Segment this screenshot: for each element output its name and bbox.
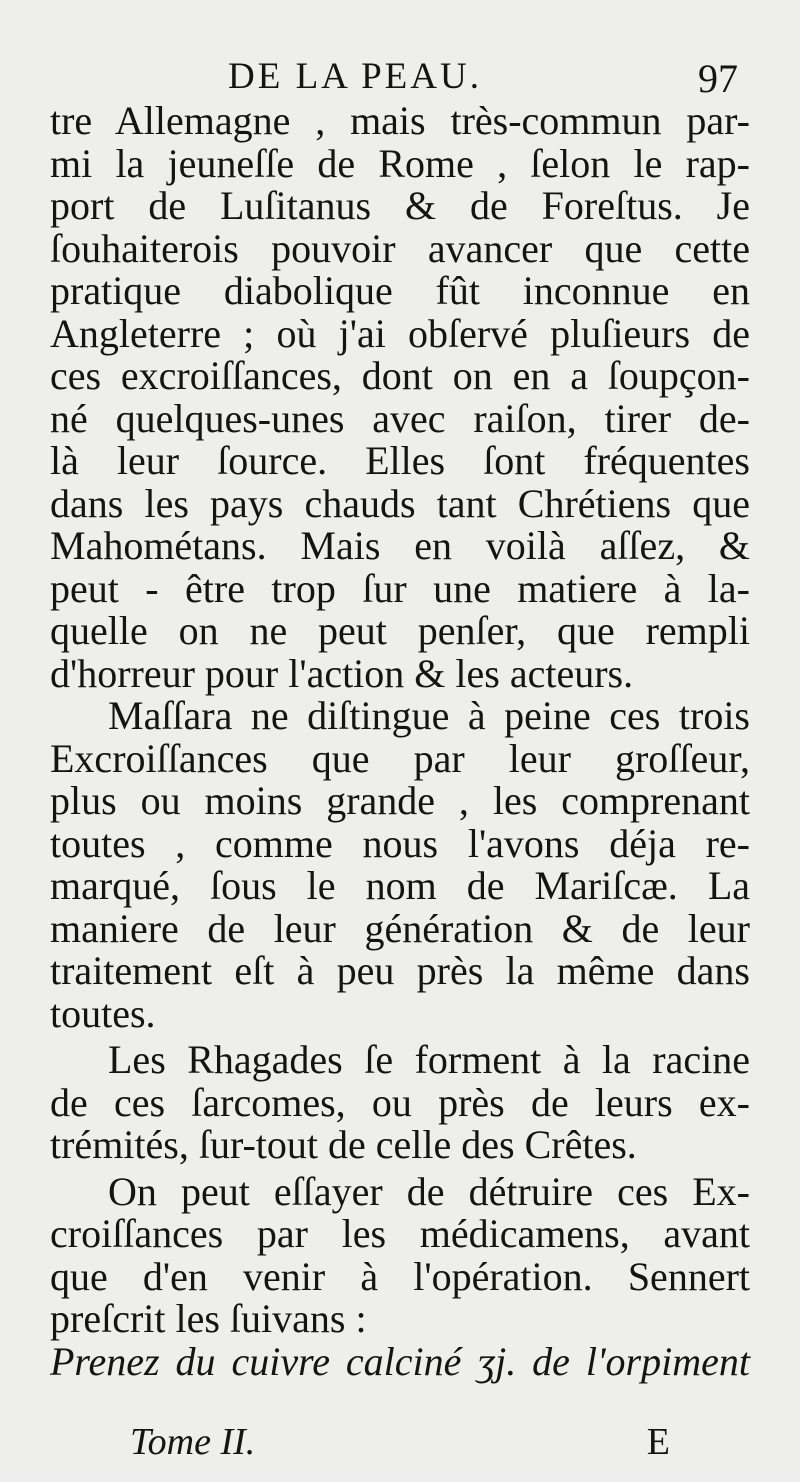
body-text — [50, 100, 750, 1383]
page-footer — [130, 1420, 670, 1468]
text-line: mi la jeuneſſe de Rome , ſelon le rap- — [50, 140, 750, 186]
volume-signature: Tome II. — [130, 1421, 256, 1463]
text-line: On peut eſſayer de détruire ces Ex- — [108, 1168, 750, 1214]
text-line: trémités, ſur-tout de celle des Crêtes. — [50, 1122, 637, 1167]
text-line: que d'en venir à l'opération. Sennert — [50, 1253, 750, 1299]
text-line: peut - être trop ſur une matiere à la- — [50, 565, 750, 611]
text-line: ſouhaiterois pouvoir avancer que cette — [50, 225, 750, 271]
text-line: de ces ſarcomes, ou près de leurs ex- — [50, 1079, 750, 1125]
text-line: Excroiſſances que par leur groſſeur, — [50, 735, 750, 781]
text-line: Angleterre ; où j'ai obſervé pluſieurs de — [50, 310, 750, 356]
text-line: Les Rhagades ſe forment à la racine — [108, 1037, 750, 1082]
text-line: toutes. — [50, 990, 156, 1036]
text-line: quelle on ne peut penſer, que rempli — [50, 608, 750, 653]
text-line: maniere de leur génération & de leur — [50, 905, 750, 951]
text-line: tre Allemagne , mais très-commun par- — [50, 98, 750, 143]
text-line: Mahométans. Mais en voilà aſſez, & — [50, 523, 750, 568]
text-line: port de Luſitanus & de Foreſtus. Je — [50, 183, 750, 228]
text-line: dans les pays chauds tant Chrétiens que — [50, 480, 750, 526]
text-line: traitement eſt à peu près la même dans — [50, 948, 750, 993]
text-line: né quelques-unes avec raiſon, tirer de- — [50, 395, 750, 441]
text-line: pratique diabolique fût inconnue en — [50, 268, 750, 313]
text-line: ces excroiſſances, dont on en a ſoupçon- — [50, 353, 750, 398]
text-line: d'horreur pour l'action & les acteurs. — [50, 650, 634, 696]
running-header — [228, 55, 738, 103]
text-line: là leur ſource. Elles ſont fréquentes — [50, 438, 750, 483]
signature-mark: E — [646, 1421, 670, 1463]
text-line: plus ou moins grande , les comprenant — [50, 778, 750, 823]
text-line: marqué, ſous le nom de Mariſcæ. La — [50, 863, 750, 908]
text-line: croiſſances par les médicamens, avant — [50, 1211, 750, 1256]
text-line: preſcrit les ſuivans : — [50, 1296, 367, 1341]
page-number: 97 — [698, 56, 738, 101]
recipe-line: Prenez du cuivre calciné ʒj. de l'orpiment — [50, 1338, 750, 1384]
text-line: toutes , comme nous l'avons déja re- — [50, 820, 750, 866]
text-line: Maſſara ne diſtingue à peine ces trois — [108, 693, 750, 738]
running-title: DE LA PEAU. — [228, 56, 482, 97]
